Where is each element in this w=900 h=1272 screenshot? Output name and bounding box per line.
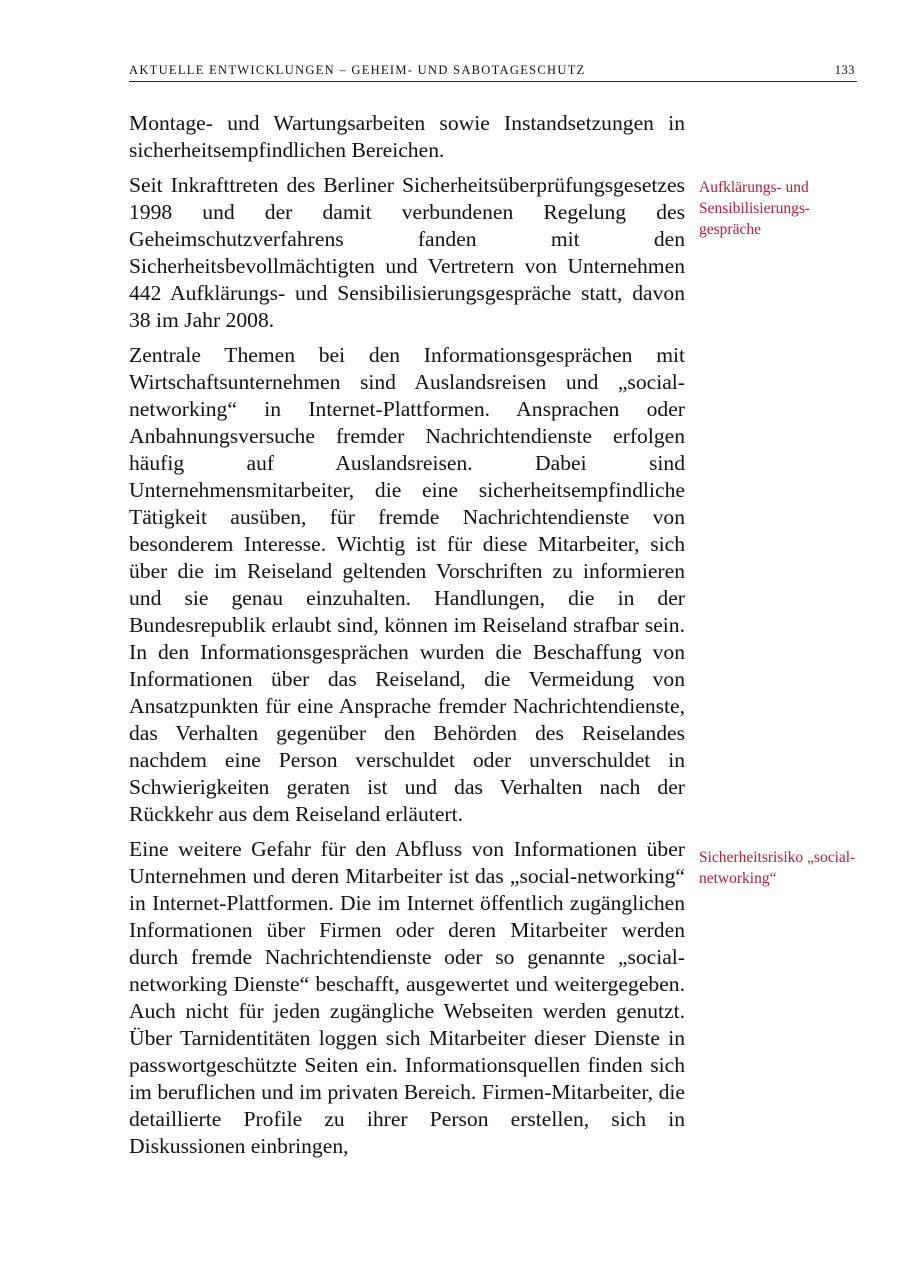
- paragraph-4: Eine weitere Gefahr für den Abfluss von Informationen über Unternehmen und deren Mitarbeiter ist das „social-networking“ in Internet-Plattformen. Die im Internet öffentlich zugänglichen Informationen über Firmen oder deren Mitarbeiter werden durch fremde Nachrichtendienste oder so genannte „social-networking Dienste“ beschafft, ausgewertet und weitergegeben. Auch nicht für jeden zugängliche Webseiten werden genutzt. Über Tarnidentitäten loggen sich Mitarbeiter dieser Dienste in passwortgeschützte Seiten ein. Informationsquellen finden sich im beruflichen und im privaten Bereich. Firmen-Mitarbeiter, die detaillierte Profile zu ihrer Person erstellen, sich in Diskussionen einbringen,: [129, 837, 685, 1158]
- margin-note-social-networking: Sicherheitsrisiko „social-networking“: [699, 849, 856, 887]
- running-header: [129, 63, 857, 82]
- paragraph-1: Montage- und Wartungsarbeiten sowie Instandsetzungen in sicherheitsempfindlichen Bereichen.: [129, 111, 685, 162]
- page-number: 133: [834, 63, 855, 77]
- paragraph-2: Seit Inkrafttreten des Berliner Sicherheitsüberprüfungsgesetzes 1998 und der damit verbundenen Regelung des Geheimschutzverfahrens fanden mit den Sicherheitsbevollmächtigten und Vertretern von Unternehmen 442 Aufklärungs- und Sensibilisierungsgespräche statt, davon 38 im Jahr 2008.: [129, 173, 685, 332]
- body-text: [129, 110, 685, 1168]
- margin-note-aufklaerung: Aufklärungs- und Sensibilisierungs-gespräche: [699, 179, 811, 238]
- running-title: AKTUELLE ENTWICKLUNGEN – GEHEIM- UND SABOTAGESCHUTZ: [129, 63, 586, 77]
- paragraph-3: Zentrale Themen bei den Informationsgesprächen mit Wirtschaftsunternehmen sind Auslandsreisen und „social-networking“ in Internet-Plattformen. Ansprachen oder Anbahnungsversuche fremder Nachrichtendienste erfolgen häufig auf Auslandsreisen. Dabei sind Unternehmensmitarbeiter, die eine sicherheitsempfindliche Tätigkeit ausüben, für fremde Nachrichtendienste von besonderem Interesse. Wichtig ist für diese Mitarbeiter, sich über die im Reiseland geltenden Vorschriften zu informieren und sie genau einzuhalten. Handlungen, die in der Bundesrepublik erlaubt sind, können im Reiseland strafbar sein. In den Informationsgesprächen wurden die Beschaffung von Informationen über das Reiseland, die Vermeidung von Ansatzpunkten für eine Ansprache fremder Nachrichtendienste, das Verhalten gegenüber den Behörden des Reiselandes nachdem eine Person verschuldet oder unverschuldet in Schwierigkeiten geraten ist und das Verhalten nach der Rückkehr aus dem Reiseland erläutert.: [129, 343, 685, 826]
